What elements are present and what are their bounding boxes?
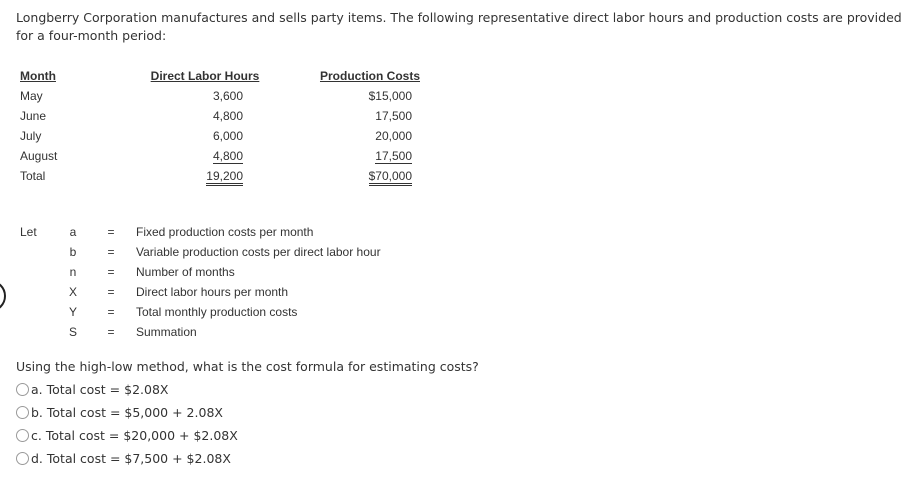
cost-cell-wrap [320,148,412,164]
equals-sign: = [107,325,115,339]
hours-cell: 6,000 [212,129,243,143]
cost-cell: 20,000 [375,129,412,143]
symbol: n [69,265,77,279]
definition-text: Number of months [136,265,235,279]
hours-cell: 4,800 [212,109,243,123]
symbol: b [69,245,77,259]
table-row [20,106,440,126]
variable-definitions [20,222,440,342]
definition-row [20,302,440,322]
definition-row [20,282,440,302]
edge-circle-icon [0,280,6,312]
cost-data-table [20,66,440,186]
radio-button[interactable] [16,429,29,442]
cost-cell: $15,000 [368,89,412,103]
month-cell: August [20,149,58,163]
let-label: Let [20,225,37,239]
hours-cell: 4,800 [212,149,243,163]
month-cell: June [20,109,47,123]
total-label: Total [20,169,46,183]
definition-text: Variable production costs per direct labor hour [136,245,381,259]
total-hours: 19,200 [206,169,243,186]
header-direct-labor-hours: Direct Labor Hours [150,69,260,83]
definition-row [20,262,440,282]
hours-cell-wrap [150,148,243,164]
table-row [20,126,440,146]
option-label[interactable]: b. Total cost = $5,000 + 2.08X [31,405,223,420]
cost-cell: 17,500 [375,149,412,163]
radio-button[interactable] [16,383,29,396]
definition-text: Fixed production costs per month [136,225,314,239]
option-label[interactable]: a. Total cost = $2.08X [31,382,169,397]
header-month: Month [20,69,56,83]
table-total-row [20,166,440,186]
month-cell: May [20,89,43,103]
table-row [20,146,440,166]
symbol: X [68,285,77,299]
month-cell: July [20,129,42,143]
equals-sign: = [107,245,115,259]
symbol: a [69,225,77,239]
cost-cell: 17,500 [375,109,412,123]
option-label[interactable]: c. Total cost = $20,000 + $2.08X [31,428,238,443]
table-row [20,86,440,106]
hours-cell: 3,600 [212,89,243,103]
total-costs-wrap [320,168,412,184]
table-header-row [20,66,440,86]
symbol: S [68,325,77,339]
problem-intro: Longberry Corporation manufactures and sells party items. The following representative direct labor hours and production costs are provided for a four-month period: [16,10,902,43]
definition-row [20,242,440,262]
definition-text: Summation [136,325,197,339]
total-costs: $70,000 [369,169,412,186]
definition-text: Direct labor hours per month [136,285,289,299]
equals-sign: = [107,305,115,319]
header-production-costs: Production Costs [319,69,420,83]
equals-sign: = [107,225,115,239]
equals-sign: = [107,265,115,279]
radio-button[interactable] [16,452,29,465]
option-label[interactable]: d. Total cost = $7,500 + $2.08X [31,451,231,466]
definition-row [20,322,440,342]
definition-row [20,222,440,242]
radio-button[interactable] [16,406,29,419]
definition-text: Total monthly production costs [136,305,298,319]
equals-sign: = [107,285,115,299]
total-hours-wrap [150,168,243,184]
symbol: Y [68,305,77,319]
question-text: Using the high-low method, what is the cost formula for estimating costs? [16,359,479,374]
